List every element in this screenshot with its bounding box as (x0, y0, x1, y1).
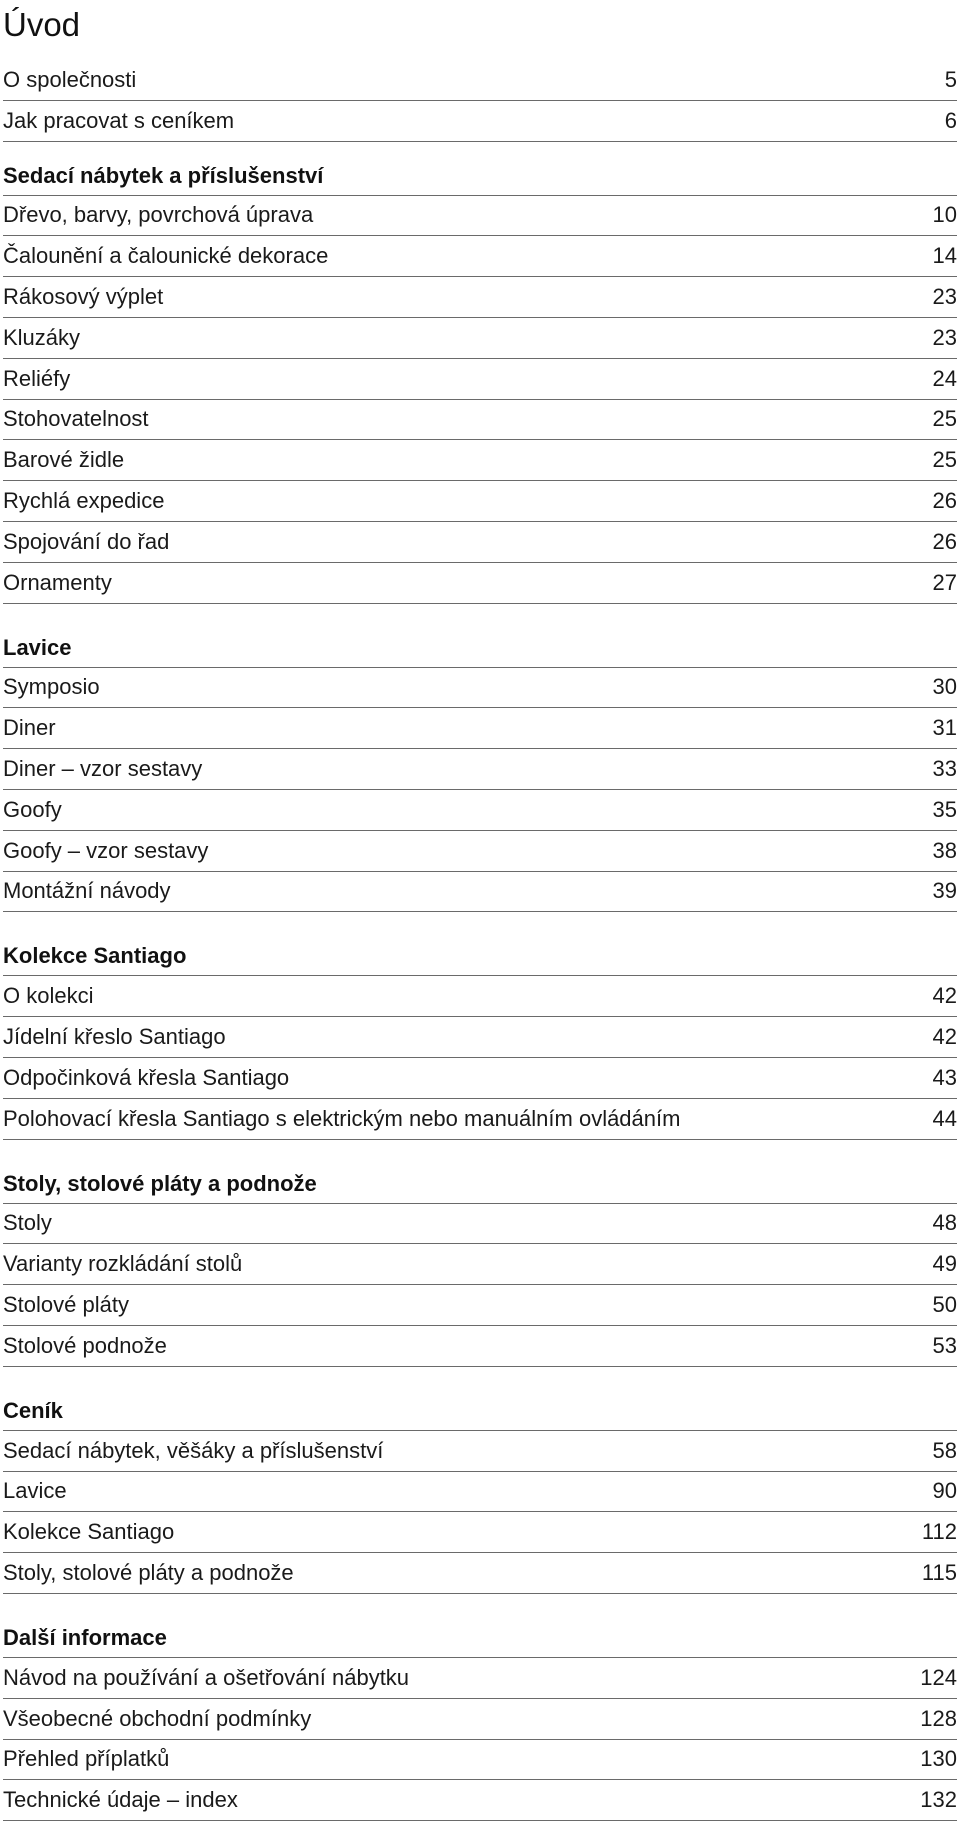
toc-entry-label: Stohovatelnost (3, 406, 149, 432)
toc-entry-page-number: 24 (932, 365, 957, 391)
toc-entry-label: Polohovací křesla Santiago s elektrickým nebo manuálním ovládáním (3, 1105, 681, 1131)
toc-entry[interactable] (3, 1658, 957, 1699)
toc-entry[interactable] (3, 1244, 957, 1285)
toc-entry[interactable] (3, 872, 957, 913)
toc-entry-page-number: 33 (932, 756, 957, 782)
toc-section (3, 1164, 957, 1367)
toc-entry-label: Dřevo, barvy, povrchová úprava (3, 202, 314, 228)
toc-section-heading: Stoly, stolové pláty a podnože (3, 1164, 957, 1204)
toc-entry[interactable] (3, 522, 957, 563)
toc-entry-page-number: 48 (932, 1210, 957, 1236)
toc-entry[interactable] (3, 318, 957, 359)
toc-entry-label: O společnosti (3, 66, 137, 92)
toc-entry-page-number: 130 (920, 1746, 957, 1772)
toc-entry[interactable] (3, 1285, 957, 1326)
toc-entry-page-number: 6 (944, 107, 957, 133)
toc-entry-label: Kluzáky (3, 324, 81, 350)
toc-entry-page-number: 124 (920, 1664, 957, 1690)
toc-intro-group (3, 60, 957, 142)
toc-entry-label: Čalounění a čalounické dekorace (3, 243, 329, 269)
toc-entry[interactable] (3, 563, 957, 604)
toc-section (3, 1618, 957, 1821)
toc-entry-page-number: 23 (932, 324, 957, 350)
toc-entry-label: Kolekce Santiago (3, 1519, 175, 1545)
toc-section (3, 156, 957, 604)
toc-entry-label: Reliéfy (3, 365, 71, 391)
toc-entry[interactable] (3, 1780, 957, 1821)
toc-entry-page-number: 42 (932, 1024, 957, 1050)
toc-entry-label: Diner – vzor sestavy (3, 756, 203, 782)
toc-entry-label: Goofy (3, 796, 62, 822)
toc-entry-page-number: 115 (921, 1560, 957, 1585)
toc-entry-label: Stoly, stolové pláty a podnože (3, 1560, 294, 1585)
toc-entry-page-number: 128 (920, 1705, 957, 1731)
toc-section-heading: Sedací nábytek a příslušenství (3, 156, 957, 196)
toc-entry-page-number: 132 (920, 1787, 957, 1813)
toc-section-heading: Další informace (3, 1618, 957, 1658)
toc-entry[interactable] (3, 708, 957, 749)
toc-entry[interactable] (3, 277, 957, 318)
toc-entry-label: Návod na používání a ošetřování nábytku (3, 1664, 410, 1690)
toc-entry[interactable] (3, 1326, 957, 1367)
toc-entry-page-number: 53 (932, 1332, 957, 1358)
toc-entry-label: Jak pracovat s ceníkem (3, 107, 235, 133)
toc-entry[interactable] (3, 1740, 957, 1781)
toc-entry-label: Všeobecné obchodní podmínky (3, 1705, 312, 1731)
toc-entry-label: O kolekci (3, 983, 94, 1009)
toc-entry-page-number: 26 (932, 488, 957, 514)
toc-entry-page-number: 26 (932, 528, 957, 554)
toc-section-heading: Lavice (3, 628, 957, 668)
toc-entry-page-number: 23 (932, 284, 957, 310)
toc-sections (3, 142, 957, 1822)
section-spacer (3, 1140, 957, 1164)
toc-entry-label: Odpočinková křesla Santiago (3, 1064, 290, 1090)
toc-entry-label: Stolové podnože (3, 1332, 167, 1358)
toc-entry-page-number: 27 (932, 569, 957, 595)
toc-entry[interactable] (3, 196, 957, 237)
toc-entry-page-number: 31 (932, 715, 957, 741)
toc-entry-label: Barové židle (3, 447, 125, 473)
toc-entry-page-number: 112 (921, 1519, 957, 1545)
toc-entry[interactable] (3, 831, 957, 872)
section-spacer (3, 142, 957, 156)
toc-entry-page-number: 38 (932, 837, 957, 863)
toc-entry-page-number: 25 (932, 447, 957, 473)
toc-entry[interactable] (3, 668, 957, 709)
toc-entry[interactable] (3, 359, 957, 400)
toc-entry-page-number: 58 (932, 1437, 957, 1463)
toc-entry[interactable] (3, 1058, 957, 1099)
toc-entry-page-number: 39 (932, 878, 957, 904)
toc-entry-label: Goofy – vzor sestavy (3, 837, 209, 863)
toc-entry-label: Stoly (3, 1210, 52, 1236)
toc-entry-page-number: 50 (932, 1292, 957, 1318)
toc-entry-page-number: 14 (932, 243, 957, 269)
toc-entry-page-number: 42 (932, 983, 957, 1009)
toc-entry-page-number: 35 (932, 796, 957, 822)
toc-entry[interactable] (3, 1099, 957, 1140)
toc-entry-page-number: 30 (932, 674, 957, 700)
toc-entry-page-number: 90 (932, 1478, 957, 1504)
toc-entry-page-number: 43 (932, 1064, 957, 1090)
toc-entry[interactable] (3, 1553, 957, 1594)
toc-entry-label: Diner (3, 715, 56, 741)
section-spacer (3, 1367, 957, 1391)
toc-entry-label: Spojování do řad (3, 528, 170, 554)
toc-entry-label: Rychlá expedice (3, 488, 165, 514)
toc-entry[interactable] (3, 1512, 957, 1553)
toc-entry-label: Lavice (3, 1478, 67, 1504)
toc-entry-page-number: 44 (932, 1105, 957, 1131)
toc-entry-page-number: 49 (932, 1251, 957, 1277)
toc-entry-label: Montážní návody (3, 878, 171, 904)
toc-entry[interactable] (3, 1431, 957, 1472)
toc-entry-label: Stolové pláty (3, 1292, 129, 1318)
toc-section-heading: Ceník (3, 1391, 957, 1431)
toc-entry[interactable] (3, 60, 957, 101)
toc-entry-label: Varianty rozkládání stolů (3, 1251, 243, 1277)
toc-entry-label: Rákosový výplet (3, 284, 164, 310)
toc-entry-label: Symposio (3, 674, 100, 700)
toc-section (3, 1391, 957, 1594)
toc-entry-label: Přehled příplatků (3, 1746, 170, 1772)
toc-entry-page-number: 5 (944, 66, 957, 92)
toc-section (3, 936, 957, 1139)
section-spacer (3, 604, 957, 628)
page-title: Úvod (3, 6, 81, 43)
toc-entry-page-number: 25 (932, 406, 957, 432)
toc-entry[interactable] (3, 101, 957, 142)
toc-entry[interactable] (3, 400, 957, 441)
section-spacer (3, 912, 957, 936)
toc-section-heading: Kolekce Santiago (3, 936, 957, 976)
toc-entry[interactable] (3, 1699, 957, 1740)
toc-entry[interactable] (3, 440, 957, 481)
toc-entry[interactable] (3, 790, 957, 831)
toc-entry-page-number: 10 (932, 202, 957, 228)
toc-section (3, 628, 957, 913)
toc-entry[interactable] (3, 1472, 957, 1513)
toc-entry[interactable] (3, 236, 957, 277)
section-spacer (3, 1594, 957, 1618)
toc-entry-label: Technické údaje – index (3, 1787, 238, 1813)
toc-entry[interactable] (3, 481, 957, 522)
toc-entry[interactable] (3, 749, 957, 790)
toc-entry[interactable] (3, 976, 957, 1017)
toc-entry-label: Jídelní křeslo Santiago (3, 1024, 226, 1050)
toc-entry[interactable] (3, 1017, 957, 1058)
toc-entry[interactable] (3, 1204, 957, 1245)
toc-entry-label: Ornamenty (3, 569, 112, 595)
toc-entry-label: Sedací nábytek, věšáky a příslušenství (3, 1437, 384, 1463)
